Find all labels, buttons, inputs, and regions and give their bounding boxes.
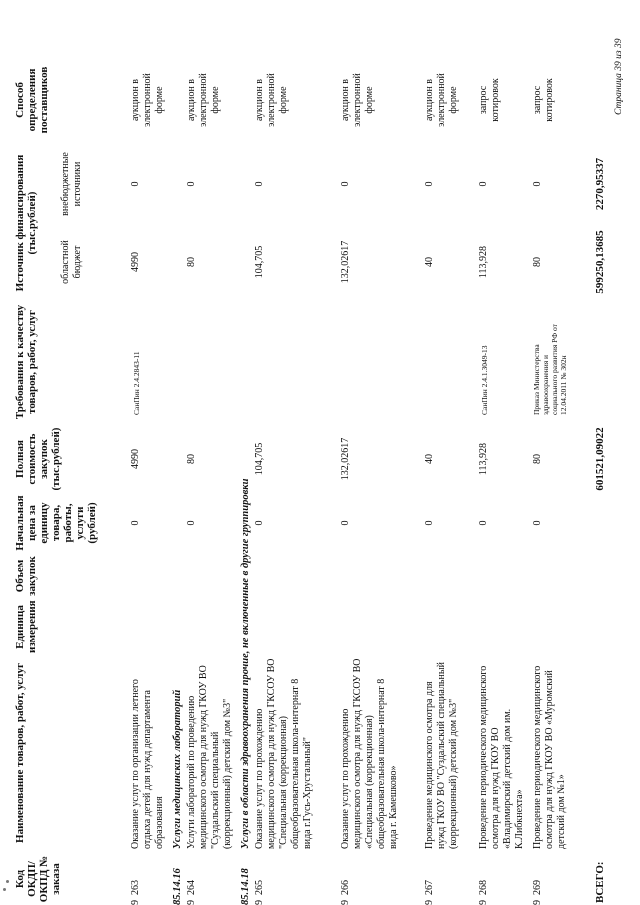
row-266-code: 9 266 <box>340 880 351 905</box>
row-263-price: 0 <box>130 520 141 526</box>
header-funding-offbudget: внебюджетные источники <box>60 152 83 216</box>
row-266-regional: 132,02617 <box>340 240 351 284</box>
row-267-code: 9 267 <box>424 880 435 905</box>
group-code: 85.14.18 <box>240 868 251 905</box>
row-269-method: запрос котировок <box>532 78 555 122</box>
total-regional: 599250,13685 <box>594 230 606 294</box>
row-267-name: Проведение медицинского осмотра для нужд ГКОУ ВО "Суздальский специальный (коррекционный) детский дом №3" <box>424 662 459 849</box>
row-266-offbudget: 0 <box>340 181 351 187</box>
row-268-method: запрос котировок <box>478 78 501 122</box>
row-268-req: СанПин 2.4.1.3049-13 <box>480 345 489 415</box>
row-267-method: аукцион в электронной форме <box>424 73 459 127</box>
page-number: Страница 39 из 39 <box>614 38 624 115</box>
row-269-code: 9 269 <box>532 880 543 905</box>
row-266-full: 132,02617 <box>340 437 351 481</box>
header-requirements: Требования к качеству товаров, работ, услуг <box>14 304 38 420</box>
header-price: Начальная цена за единицу товара, работы, услуги (рублей) <box>14 495 98 551</box>
header-unit: Единица измерения <box>14 600 38 653</box>
row-264-code: 9 264 <box>186 880 197 905</box>
row-265-code: 9 265 <box>254 880 265 905</box>
row-267-full: 40 <box>424 454 435 464</box>
row-266-price: 0 <box>340 520 351 526</box>
row-264-name: Услуги лабораторий по проведению медицинского осмотра для нужд ГКОУ ВО "Суздальский специальный (коррекционный) детский дом №3" <box>186 665 233 849</box>
header-full-cost: Полная стоимость закупок (тыс.рублей) <box>14 427 62 491</box>
row-269-offbudget: 0 <box>532 181 543 187</box>
row-263-regional: 4990 <box>130 252 141 272</box>
group-title: Услуги медицинских лабораторий <box>172 689 183 849</box>
group-code: 85.14.16 <box>172 868 183 905</box>
scan-mark <box>3 888 6 891</box>
row-266-name: Оказание услуг по прохождению медицинского осмотра для нужд ГКСОУ ВО «Специальная (коррекционная) общеобразовательная школа-интернат 8 вида г. Камешково» <box>340 658 399 849</box>
scan-mark <box>6 880 9 883</box>
header-funding-regional: областной бюджет <box>60 240 83 284</box>
row-268-offbudget: 0 <box>478 181 489 187</box>
row-264-method: аукцион в электронной форме <box>186 73 221 127</box>
row-267-regional: 40 <box>424 257 435 267</box>
row-269-regional: 80 <box>532 257 543 267</box>
row-264-offbudget: 0 <box>186 181 197 187</box>
total-full: 601521,09022 <box>594 427 606 491</box>
row-263-name: Оказание услуг по организации летнего отдыха детей для нужд департамента образования <box>130 679 165 849</box>
row-265-name: Оказание услуг по прохождению медицинского осмотра для нужд ГКСОУ ВО "Специальная (коррекционная) общеобразовательная школа-интернат 8 вида г.Гусь-Хрустальный" <box>254 658 313 849</box>
header-method: Способ определения поставщиков <box>14 66 50 134</box>
row-263-req: СанПин 2.4.2843-11 <box>132 351 141 415</box>
row-265-method: аукцион в электронной форме <box>254 73 289 127</box>
row-269-req: Приказ Министерства здравоохранения и социального развития РФ от 12.04.2011 № 302н <box>532 324 568 415</box>
row-265-offbudget: 0 <box>254 181 265 187</box>
row-265-regional: 104,705 <box>254 245 265 279</box>
row-263-method: аукцион в электронной форме <box>130 73 165 127</box>
row-269-price: 0 <box>532 520 543 526</box>
row-264-price: 0 <box>186 520 197 526</box>
header-name: Наименование товаров, работ, услуг <box>14 663 26 843</box>
row-264-regional: 80 <box>186 257 197 267</box>
row-269-full: 80 <box>532 454 543 464</box>
row-263-full: 4990 <box>130 449 141 469</box>
row-265-price: 0 <box>254 520 265 526</box>
header-code: Код ОКДП/ ОКПД № заказа <box>14 855 62 903</box>
header-volume: Объем закупок <box>14 556 38 596</box>
row-267-offbudget: 0 <box>424 181 435 187</box>
row-268-code: 9 268 <box>478 880 489 905</box>
row-265-full: 104,705 <box>254 442 265 476</box>
row-269-name: Проведение периодического медицинского осмотра для нужд ГКОУ ВО «Муромский детский дом №1» <box>532 665 567 849</box>
header-funding: Источник финансирования (тыс.рублей) <box>14 154 38 292</box>
row-268-price: 0 <box>478 520 489 526</box>
row-263-offbudget: 0 <box>130 181 141 187</box>
total-label: ВСЕГО: <box>594 861 606 903</box>
total-offbudget: 2270,95337 <box>594 157 606 211</box>
row-263-code: 9 263 <box>130 880 141 905</box>
row-268-name: Проведение периодического медицинского осмотра для нужд ГКОУ ВО «Владимирский детский дом им. К.Либкнехта» <box>478 665 525 849</box>
row-268-full: 113,928 <box>478 442 489 476</box>
row-268-regional: 113,928 <box>478 245 489 279</box>
group-title: Услуги в области здравоохранения прочие, не включенные в другие группировки <box>240 478 251 849</box>
row-267-price: 0 <box>424 520 435 526</box>
row-264-full: 80 <box>186 454 197 464</box>
row-266-method: аукцион в электронной форме <box>340 73 375 127</box>
